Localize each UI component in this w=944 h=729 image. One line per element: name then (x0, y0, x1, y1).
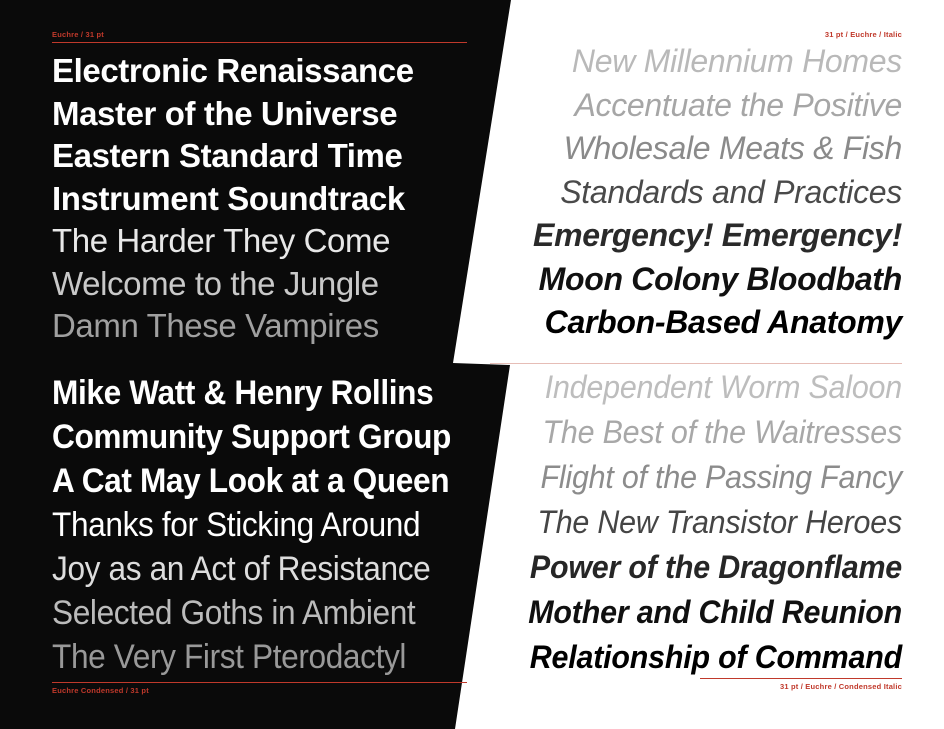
right-bottom-rule (700, 678, 902, 679)
specimen-line: Mike Watt & Henry Rollins (52, 374, 434, 412)
specimen-line: Relationship of Command (529, 639, 902, 675)
left-bottom-caption-block (52, 682, 467, 698)
specimen-line: Standards and Practices (560, 173, 902, 210)
specimen-line: Selected Goths in Ambient (52, 594, 416, 632)
specimen-line: A Cat May Look at a Queen (52, 462, 450, 500)
specimen-line: Power of the Dragonflame (529, 549, 902, 585)
left-bottom-rule (52, 682, 467, 683)
left-top-block (52, 30, 467, 348)
right-top-specimen-lines (490, 30, 902, 345)
right-bottom-caption: 31 pt / Euchre / Condensed Italic (779, 682, 902, 691)
left-top-rule (52, 42, 467, 43)
specimen-line: Welcome to the Jungle (52, 264, 379, 302)
specimen-line: Independent Worm Saloon (544, 369, 902, 405)
left-top-caption: Euchre / 31 pt (52, 30, 104, 39)
specimen-line: Flight of the Passing Fancy (540, 459, 902, 495)
right-bottom-caption-block (700, 678, 902, 694)
specimen-line: Mother and Child Reunion (528, 594, 902, 630)
specimen-line: New Millennium Homes (571, 43, 902, 79)
specimen-line: Damn These Vampires (52, 307, 379, 344)
specimen-line: Instrument Soundtrack (52, 179, 405, 217)
specimen-line: Joy as an Act of Resistance (52, 550, 431, 588)
specimen-line: Eastern Standard Time (52, 137, 403, 174)
left-bottom-specimen-lines (52, 371, 467, 679)
specimen-line: Master of the Universe (52, 94, 398, 132)
specimen-line: The Harder They Come (52, 222, 391, 259)
specimen-line: Wholesale Meats & Fish (563, 130, 902, 166)
right-divider-rule (490, 363, 902, 364)
specimen-line: Community Support Group (52, 418, 451, 456)
left-top-specimen-lines (52, 50, 467, 348)
specimen-line: The New Transistor Heroes (537, 504, 902, 540)
right-top-caption: 31 pt / Euchre / Italic (824, 30, 902, 39)
specimen-line: Carbon-Based Anatomy (544, 304, 902, 340)
specimen-line: The Very First Pterodactyl (52, 638, 407, 676)
specimen-line: The Best of the Waitresses (542, 414, 902, 450)
specimen-line: Moon Colony Bloodbath (538, 260, 902, 297)
specimen-line: Thanks for Sticking Around (52, 506, 421, 544)
left-bottom-caption: Euchre Condensed / 31 pt (52, 686, 149, 695)
right-bottom-specimen-lines (490, 365, 902, 680)
specimen-line: Emergency! Emergency! (533, 217, 902, 253)
specimen-line: Electronic Renaissance (52, 52, 414, 89)
specimen-line: Accentuate the Positive (574, 86, 902, 123)
